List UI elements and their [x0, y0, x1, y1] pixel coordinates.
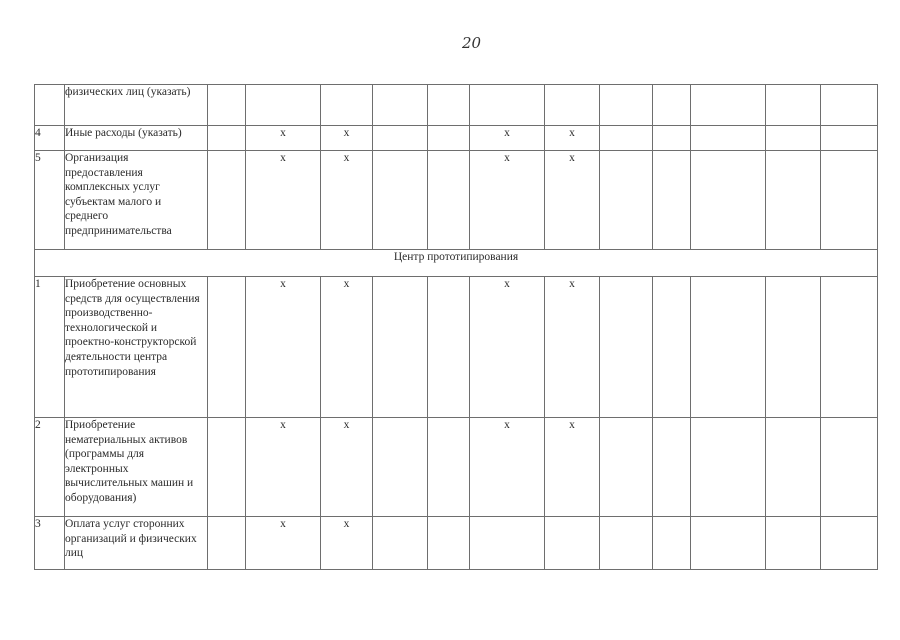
table-cell: [545, 517, 600, 570]
x-mark-cell: x: [246, 126, 321, 151]
table-cell: [373, 277, 428, 418]
table-body: [35, 85, 878, 570]
table-cell: [653, 517, 691, 570]
table-cell: [208, 85, 246, 126]
table-cell: [766, 126, 821, 151]
table-cell: [691, 517, 766, 570]
x-mark-cell: x: [321, 151, 373, 250]
table-cell: [373, 517, 428, 570]
table-cell: [653, 277, 691, 418]
table-cell: [691, 277, 766, 418]
table-cell: [428, 151, 470, 250]
table-cell: [428, 418, 470, 517]
row-number: 2: [35, 418, 65, 517]
table-cell: [653, 126, 691, 151]
table-cell: [600, 151, 653, 250]
table-cell: [600, 517, 653, 570]
x-mark-cell: x: [545, 151, 600, 250]
expenses-table: [34, 84, 878, 570]
table-cell: [821, 517, 878, 570]
table-cell: [691, 126, 766, 151]
x-mark-cell: x: [321, 418, 373, 517]
table-cell: [653, 151, 691, 250]
row-name: Оплата услуг сторонних организаций и физических лиц: [65, 517, 208, 570]
row-number: 5: [35, 151, 65, 250]
table-cell: [246, 85, 321, 126]
table-cell: [470, 517, 545, 570]
x-mark-cell: x: [246, 277, 321, 418]
table-cell: [766, 151, 821, 250]
table-cell: [428, 517, 470, 570]
table-cell: [653, 85, 691, 126]
table-cell: [691, 85, 766, 126]
x-mark-cell: x: [246, 517, 321, 570]
table-cell: [208, 418, 246, 517]
table-row: [35, 517, 878, 570]
x-mark-cell: x: [545, 126, 600, 151]
row-name: Приобретение нематериальных активов (программы для электронных вычислительных машин и оборудования): [65, 418, 208, 517]
table-cell: [821, 418, 878, 517]
table-cell: [373, 126, 428, 151]
table-cell: [653, 418, 691, 517]
table-cell: [208, 151, 246, 250]
table-row: [35, 277, 878, 418]
table-cell: [766, 277, 821, 418]
page-number: 20: [462, 34, 482, 52]
table-cell: [600, 126, 653, 151]
table-cell: [821, 126, 878, 151]
row-name: Организация предоставления комплексных услуг субъектам малого и среднего предпринимательства: [65, 151, 208, 250]
table-cell: [373, 151, 428, 250]
x-mark-cell: x: [470, 418, 545, 517]
x-mark-cell: x: [246, 418, 321, 517]
row-name: Иные расходы (указать): [65, 126, 208, 151]
section-header-row: [35, 250, 878, 277]
table-cell: [691, 151, 766, 250]
table-row: [35, 151, 878, 250]
row-number: [35, 85, 65, 126]
row-name: физических лиц (указать): [65, 85, 208, 126]
table-cell: [428, 277, 470, 418]
table-cell: [821, 85, 878, 126]
row-number: 4: [35, 126, 65, 151]
table-cell: [821, 151, 878, 250]
table-cell: [373, 418, 428, 517]
row-number: 1: [35, 277, 65, 418]
x-mark-cell: x: [545, 418, 600, 517]
table-cell: [600, 85, 653, 126]
x-mark-cell: x: [321, 277, 373, 418]
table-cell: [766, 85, 821, 126]
table-cell: [821, 277, 878, 418]
x-mark-cell: x: [470, 277, 545, 418]
table-cell: [691, 418, 766, 517]
table-cell: [545, 85, 600, 126]
row-name: Приобретение основных средств для осуществления производственно-технологической и проектно-конструкторской деятельности центра прототипирования: [65, 277, 208, 418]
row-number: 3: [35, 517, 65, 570]
table-row: [35, 85, 878, 126]
x-mark-cell: x: [321, 517, 373, 570]
table-cell: [208, 277, 246, 418]
table-cell: [208, 517, 246, 570]
table-cell: [766, 418, 821, 517]
table-cell: [470, 85, 545, 126]
x-mark-cell: x: [246, 151, 321, 250]
table-cell: [600, 277, 653, 418]
section-title: Центр прототипирования: [35, 250, 878, 277]
table-cell: [766, 517, 821, 570]
table-cell: [428, 126, 470, 151]
table-row: [35, 126, 878, 151]
table-cell: [321, 85, 373, 126]
table-cell: [373, 85, 428, 126]
x-mark-cell: x: [470, 126, 545, 151]
table-cell: [600, 418, 653, 517]
x-mark-cell: x: [321, 126, 373, 151]
x-mark-cell: x: [470, 151, 545, 250]
table-cell: [428, 85, 470, 126]
table-row: [35, 418, 878, 517]
x-mark-cell: x: [545, 277, 600, 418]
table-cell: [208, 126, 246, 151]
